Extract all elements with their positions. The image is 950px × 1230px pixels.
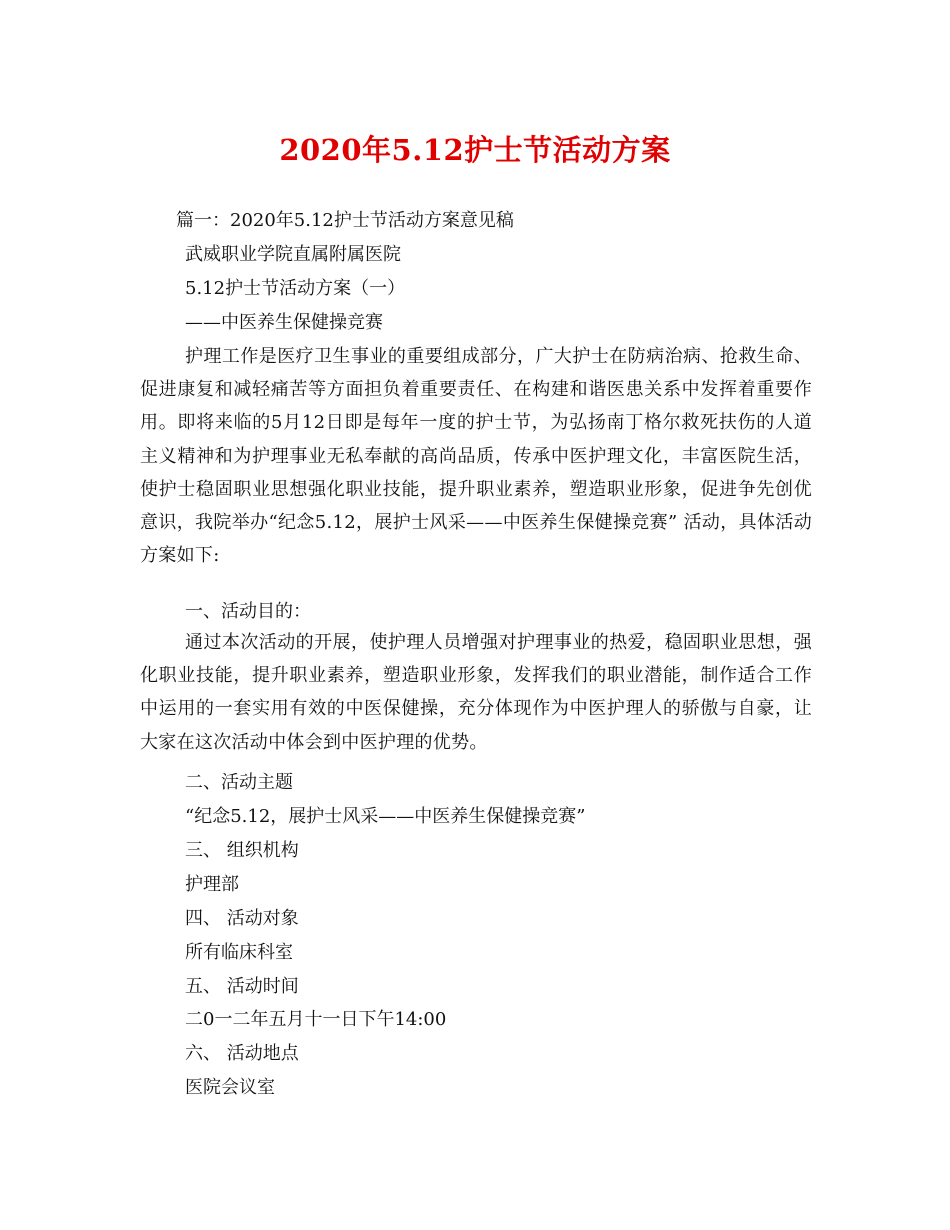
part-heading: 篇一：2020年5.12护士节活动方案意见稿 bbox=[176, 210, 514, 231]
section-5-heading: 五、 活动时间 bbox=[185, 976, 299, 997]
section-5-body: 二0一二年五月十一日下午14:00 bbox=[185, 1009, 447, 1030]
document-title: 2020年5.12护士节活动方案 bbox=[279, 133, 671, 167]
intro-paragraph: 护理工作是医疗卫生事业的重要组成部分，广大护士在防病治病、抢救生命、促进康复和减轻痛苦等方面担负着重要责任、在构建和谐医患关系中发挥着重要作用。即将来临的5月12日即是每年一度的护士节，为弘扬南丁格尔救死扶伤的人道主义精神和为护理事业无私奉献的高尚品质，传承中医护理文化，丰富医院生活，使护士稳固职业思想强化职业技能，提升职业素养，塑造职业形象，促进争先创优意识，我院举办“纪念5.12，展护士风采——中医养生保健操竞赛” 活动，具体活动方案如下: bbox=[140, 346, 812, 567]
plan-name: 5.12护士节活动方案（一） bbox=[185, 278, 406, 299]
plan-subtitle: ——中医养生保健操竞赛 bbox=[185, 312, 383, 333]
section-4-body: 所有临床科室 bbox=[185, 942, 293, 963]
section-6-heading: 六、 活动地点 bbox=[185, 1043, 299, 1064]
section-6-body: 医院会议室 bbox=[185, 1077, 275, 1098]
section-1-heading: 一、活动目的： bbox=[185, 601, 311, 622]
section-2-body: “纪念5.12，展护士风采——中医养生保健操竞赛” bbox=[185, 806, 586, 827]
hospital-name: 武威职业学院直属附属医院 bbox=[185, 244, 401, 265]
section-4-heading: 四、 活动对象 bbox=[185, 908, 299, 929]
section-3-body: 护理部 bbox=[185, 874, 239, 895]
section-3-heading: 三、 组织机构 bbox=[185, 840, 299, 861]
section-1-paragraph: 通过本次活动的开展，使护理人员增强对护理事业的热爱，稳固职业思想，强化职业技能，提升职业素养，塑造职业形象，发挥我们的职业潜能，制作适合工作中运用的一套实用有效的中医保健操，充分体现作为中医护理人的骄傲与自豪，让大家在这次活动中体会到中医护理的优势。 bbox=[140, 632, 812, 753]
section-2-heading: 二、活动主题 bbox=[185, 772, 293, 793]
